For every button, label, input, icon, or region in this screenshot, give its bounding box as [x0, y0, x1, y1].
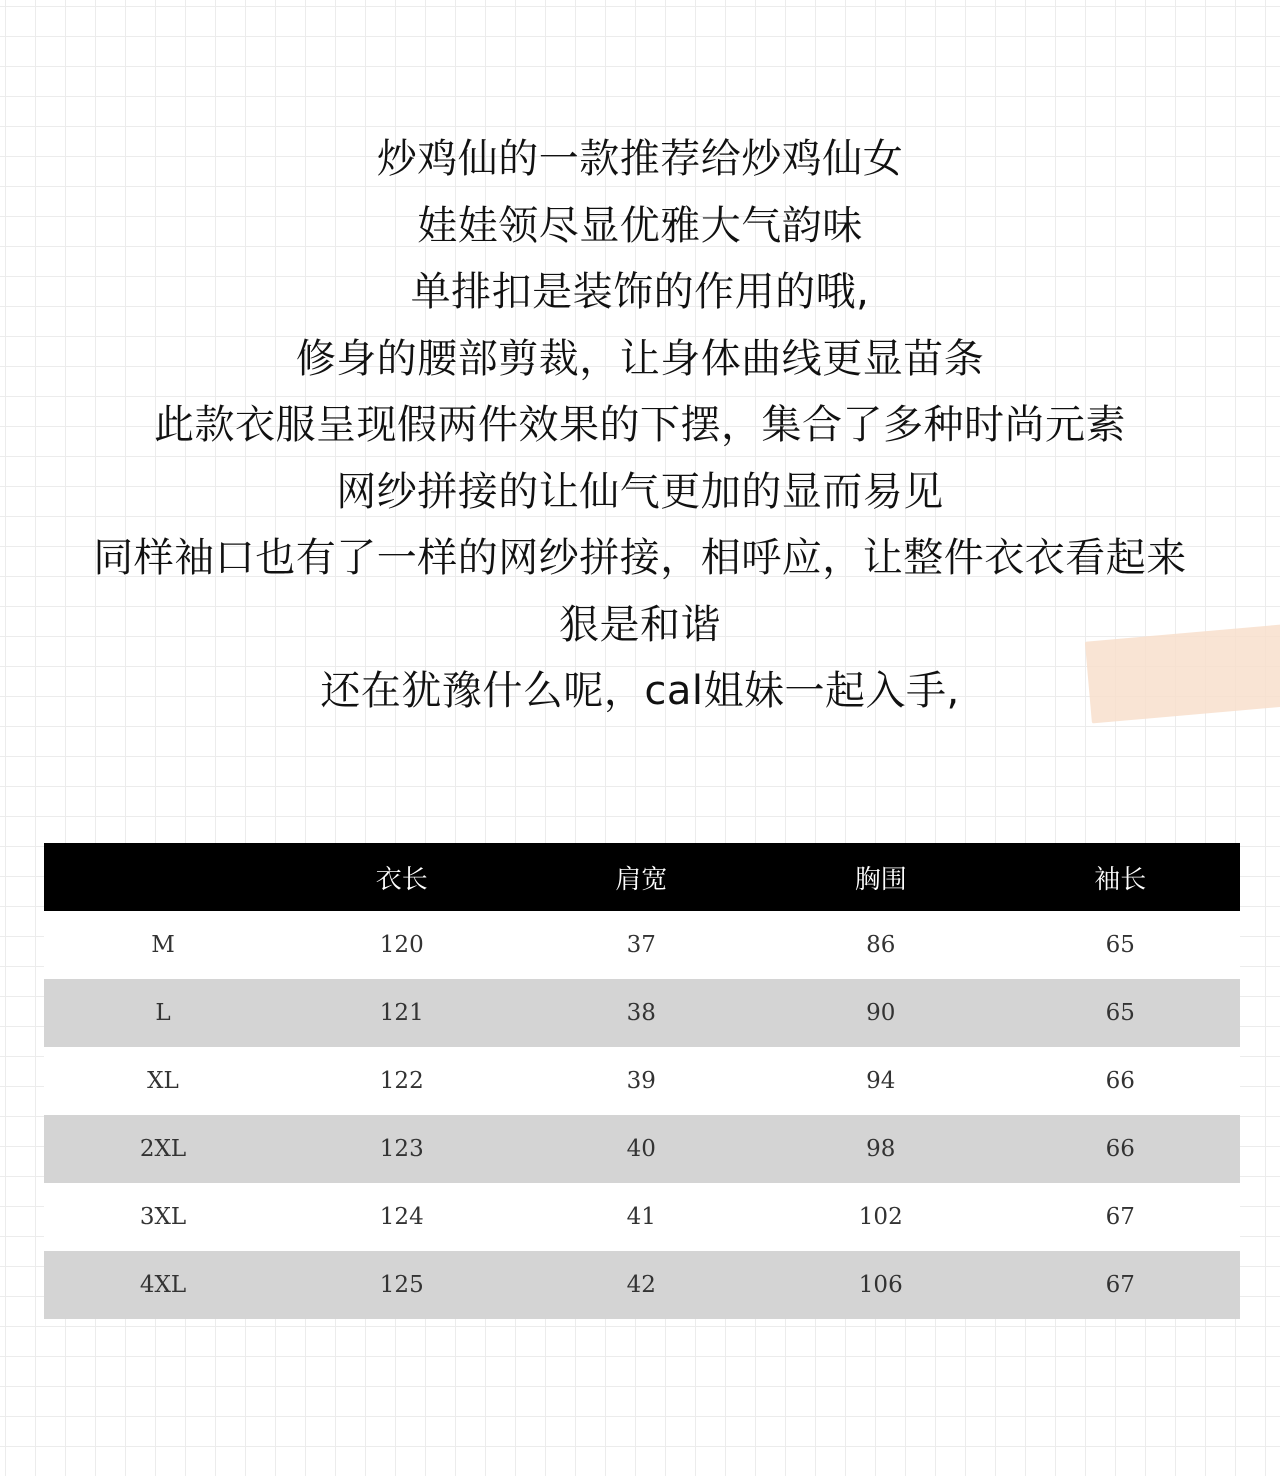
description-line: 同样袖口也有了一样的网纱拼接，相呼应，让整件衣衣看起来: [93, 535, 1187, 581]
header-size: [44, 843, 282, 911]
cell-shoulder: 42: [522, 1251, 762, 1319]
cell-bust: 102: [761, 1183, 1001, 1251]
table-row: [44, 911, 1240, 979]
description-line: 单排扣是装饰的作用的哦,: [410, 269, 870, 315]
header-sleeve: 袖长: [1001, 843, 1241, 911]
description-line: 此款衣服呈现假两件效果的下摆，集合了多种时尚元素: [154, 402, 1126, 448]
cell-length: 120: [282, 911, 522, 979]
cell-length: 125: [282, 1251, 522, 1319]
table-row: [44, 979, 1240, 1047]
cell-sleeve: 65: [1001, 911, 1241, 979]
size-chart-table: [44, 843, 1240, 1319]
cell-bust: 90: [761, 979, 1001, 1047]
cell-shoulder: 41: [522, 1183, 762, 1251]
cell-shoulder: 37: [522, 911, 762, 979]
cell-sleeve: 67: [1001, 1183, 1241, 1251]
table-row: [44, 1251, 1240, 1319]
cell-sleeve: 66: [1001, 1115, 1241, 1183]
header-length: 衣长: [282, 843, 522, 911]
cell-size: L: [44, 979, 282, 1047]
cell-sleeve: 66: [1001, 1047, 1241, 1115]
header-shoulder: 肩宽: [522, 843, 762, 911]
description-line: 还在犹豫什么呢，cal姐妹一起入手,: [320, 668, 960, 714]
cell-shoulder: 40: [522, 1115, 762, 1183]
description-line: 狠是和谐: [559, 601, 721, 648]
cell-size: XL: [44, 1047, 282, 1115]
cell-length: 121: [282, 979, 522, 1047]
cell-size: 3XL: [44, 1183, 282, 1251]
cell-bust: 98: [761, 1115, 1001, 1183]
cell-bust: 106: [761, 1251, 1001, 1319]
cell-length: 123: [282, 1115, 522, 1183]
table-header-row: [44, 843, 1240, 911]
cell-shoulder: 38: [522, 979, 762, 1047]
table-row: [44, 1115, 1240, 1183]
cell-size: 4XL: [44, 1251, 282, 1319]
table-row: [44, 1047, 1240, 1115]
cell-sleeve: 65: [1001, 979, 1241, 1047]
description-line: 修身的腰部剪裁，让身体曲线更显苗条: [295, 335, 985, 382]
product-description: [0, 126, 1280, 725]
description-line: 娃娃领尽显优雅大气韵味: [417, 202, 863, 249]
cell-sleeve: 67: [1001, 1251, 1241, 1319]
table-row: [44, 1183, 1240, 1251]
cell-bust: 94: [761, 1047, 1001, 1115]
cell-shoulder: 39: [522, 1047, 762, 1115]
cell-length: 124: [282, 1183, 522, 1251]
cell-size: M: [44, 911, 282, 979]
cell-size: 2XL: [44, 1115, 282, 1183]
header-bust: 胸围: [761, 843, 1001, 911]
cell-length: 122: [282, 1047, 522, 1115]
description-line: 炒鸡仙的一款推荐给炒鸡仙女: [376, 136, 904, 182]
cell-bust: 86: [761, 911, 1001, 979]
description-line: 网纱拼接的让仙气更加的显而易见: [336, 468, 944, 515]
